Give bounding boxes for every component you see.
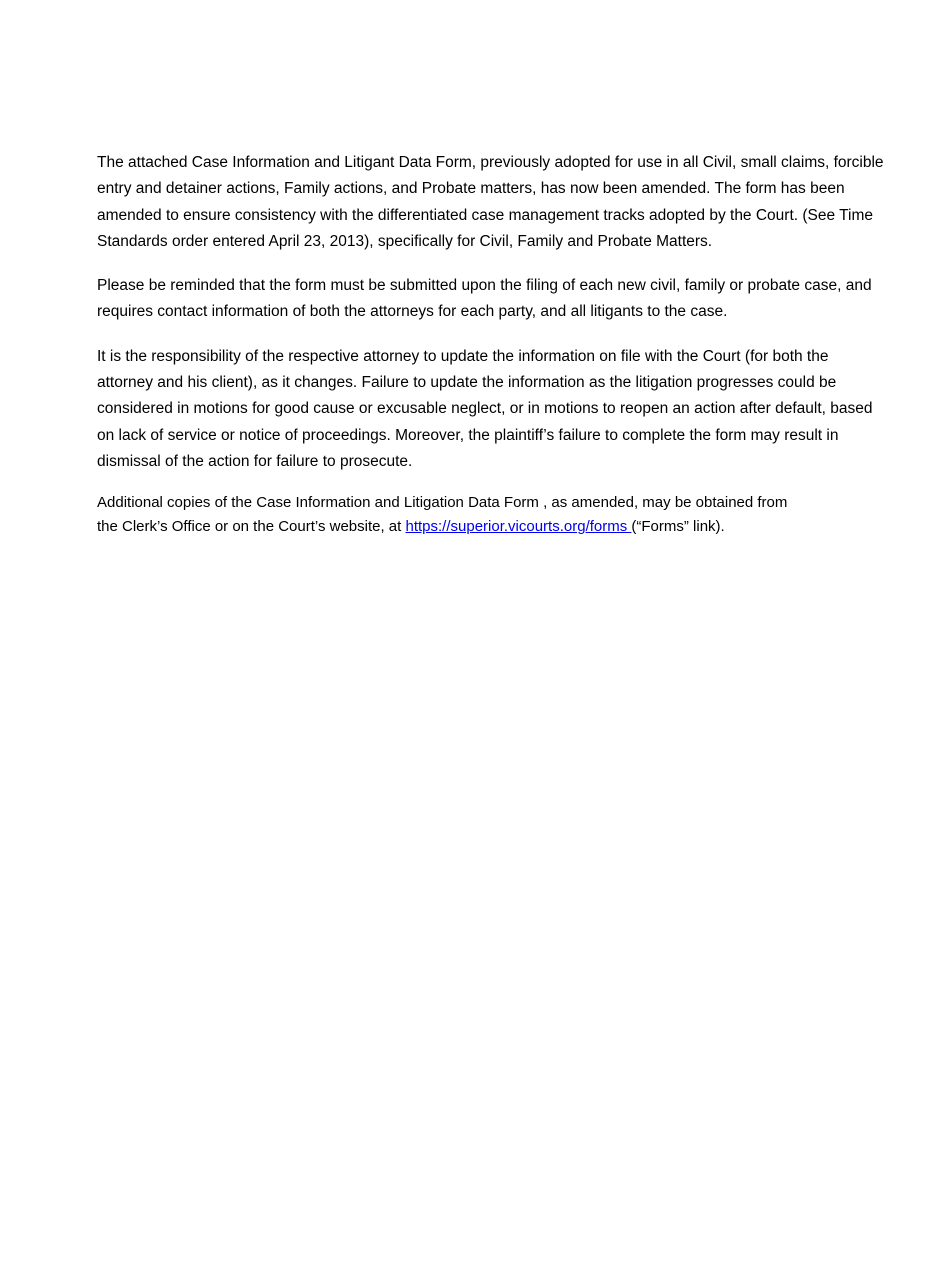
forms-link-suffix: (“Forms” link). [631,518,725,536]
document-body [97,150,887,557]
additional-copies-line2: the Clerk’s Office or on the Court’s website, at [97,518,406,536]
additional-copies-line1: Additional copies of the Case Information and Litigation Data Form , as amended, may be obtained from [97,494,788,512]
paragraph-amendment-notice: The attached Case Information and Litigant Data Form, previously adopted for use in all Civil, small claims, forcible entry and detainer actions, Family actions, and Probate matters, has now been amended. The form has been amended to ensure consistency with the differentiated case management tracks adopted by the Court. (See Time Standards order entered April 23, 2013), specifically for Civil, Family and Probate Matters. [97,154,884,250]
paragraph-additional-copies [97,491,887,539]
forms-website-link[interactable]: https://superior.vicourts.org/forms [405,518,632,536]
paragraph-attorney-responsibility: It is the responsibility of the respective attorney to update the information on file with the Court (for both the attorney and his client), as it changes. Failure to update the information as the litigation progresses could be considered in motions for good cause or excusable neglect, or in motions to reopen an action after default, based on lack of service or notice of proceedings. Moreover, the plaintiff’s failure to complete the form may result in dismissal of the action for failure to prosecute. [97,347,873,470]
paragraph-filing-reminder: Please be reminded that the form must be submitted upon the filing of each new civil, family or probate case, and requires contact information of both the attorneys for each party, and all litigants to the case. [97,277,872,321]
